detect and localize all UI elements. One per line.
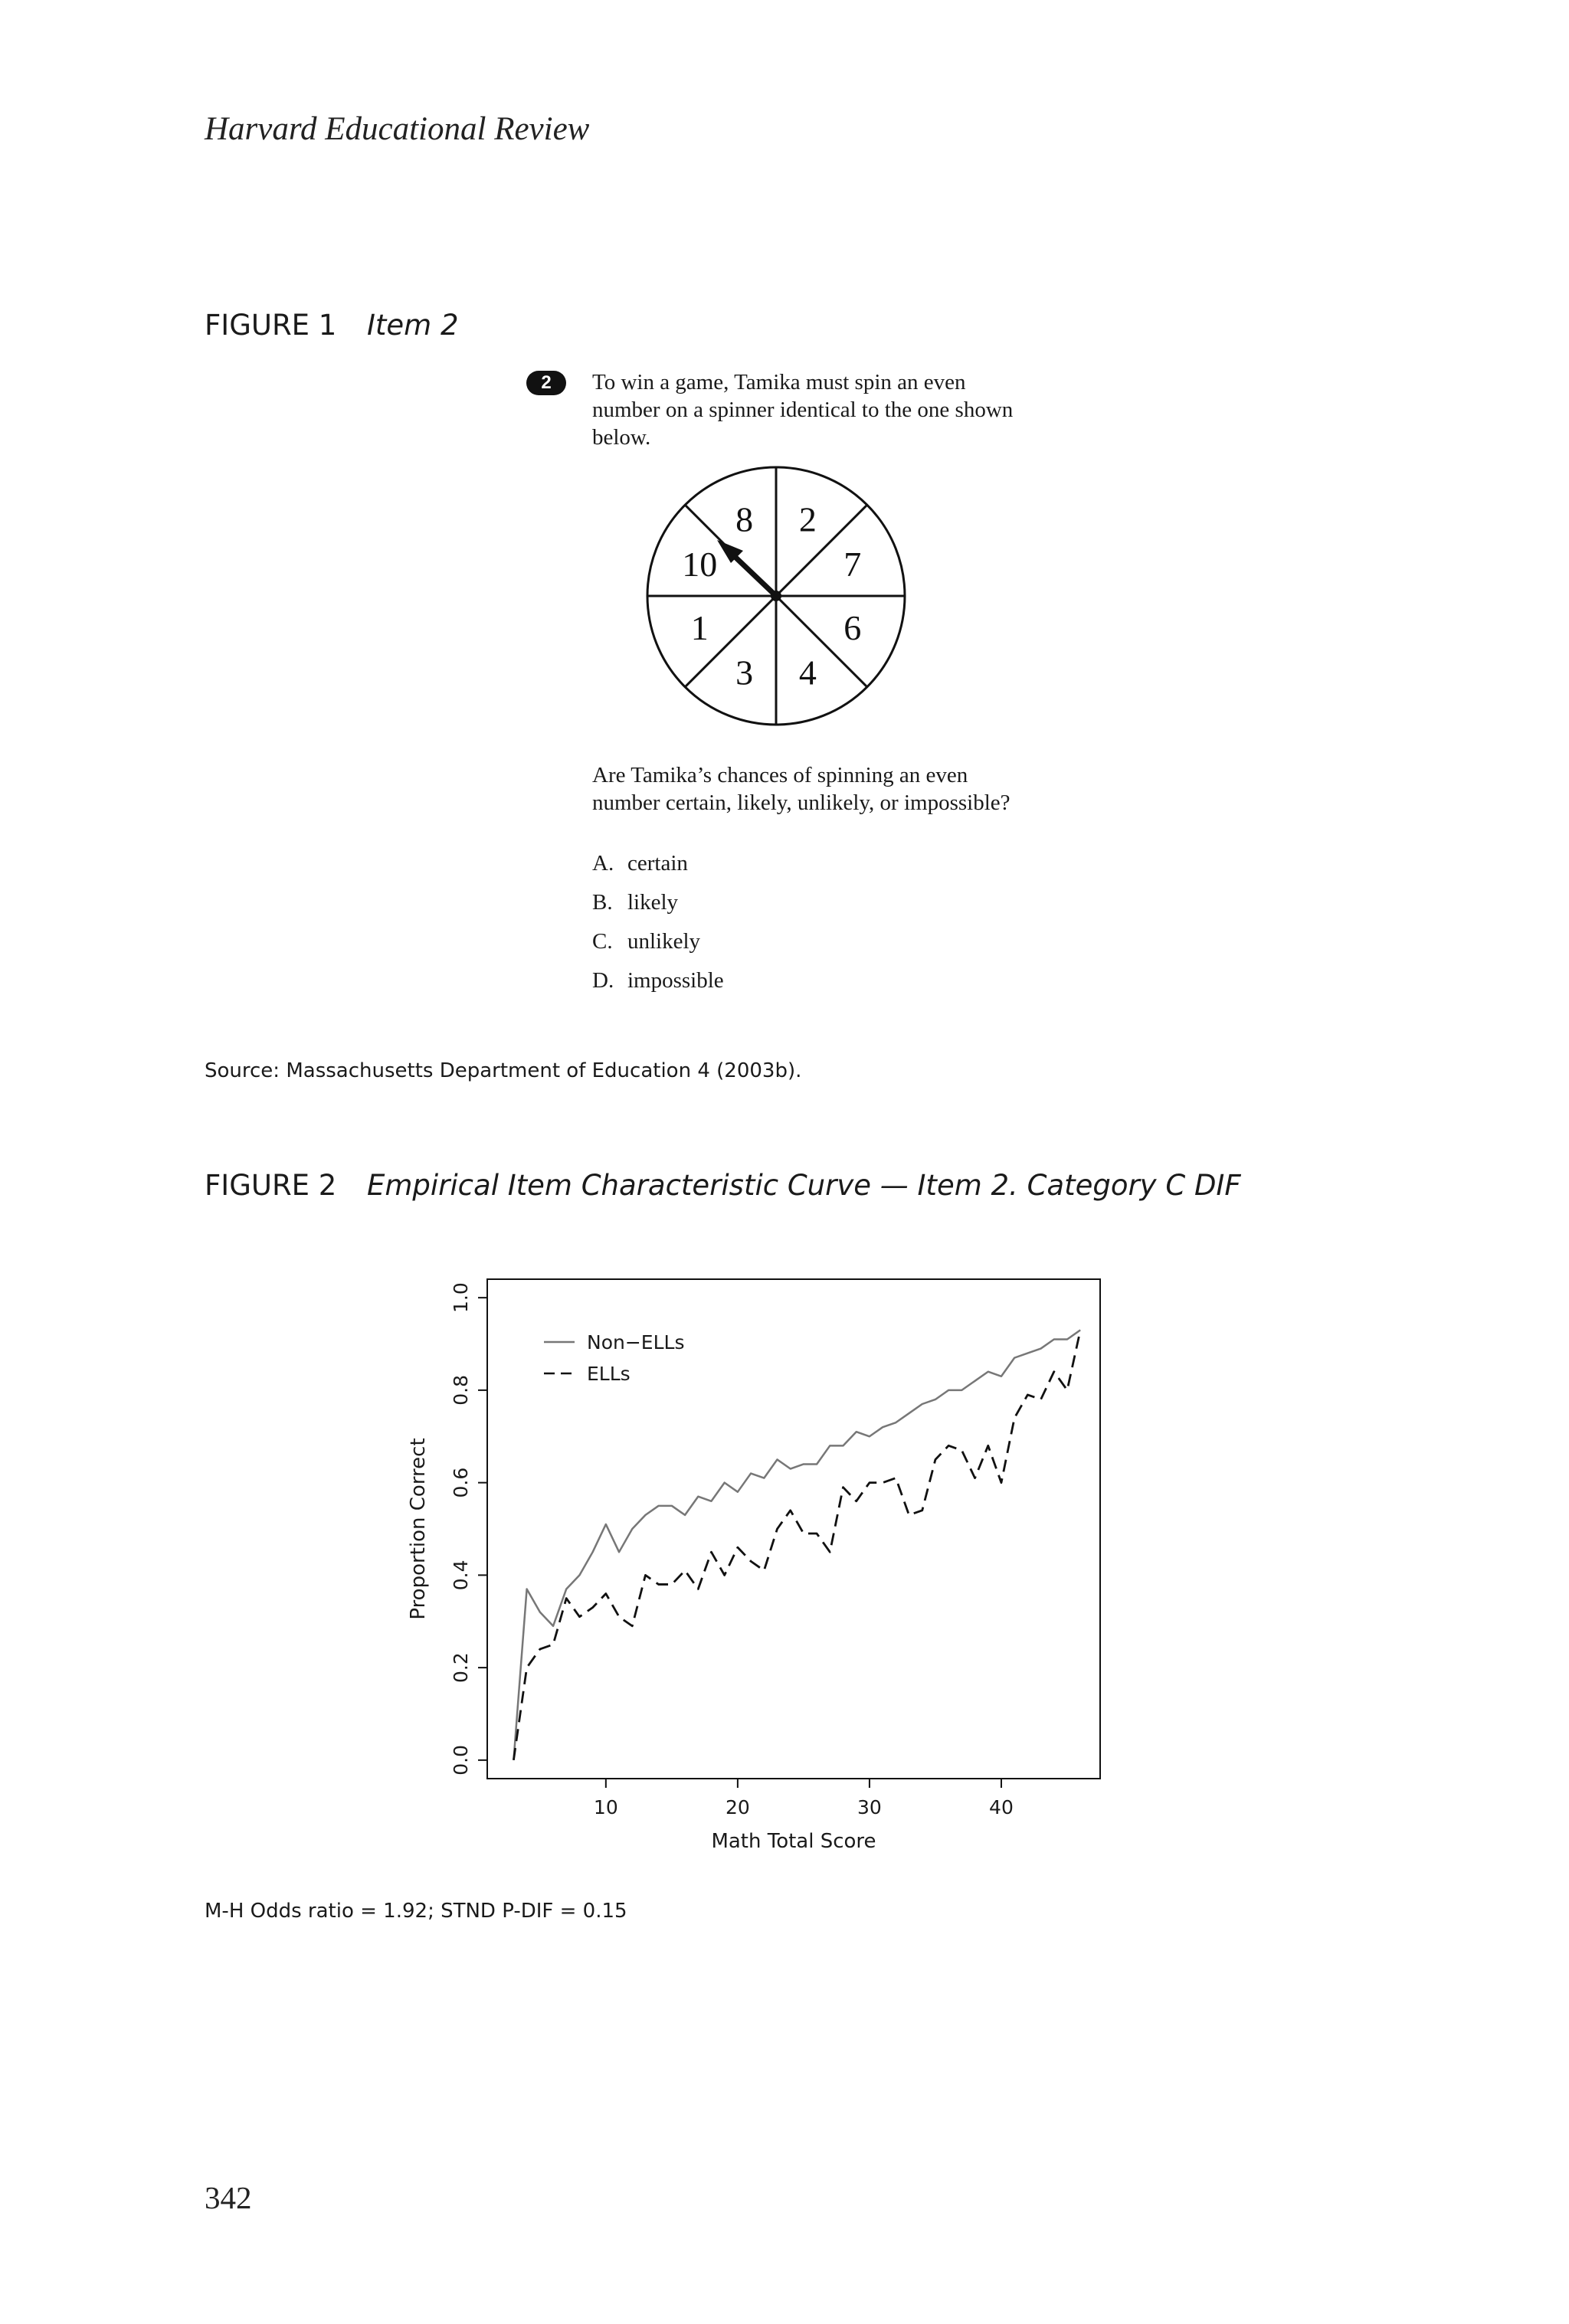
spinner-number: 8: [735, 499, 754, 539]
spinner-number: 7: [843, 545, 862, 584]
x-axis: [594, 1779, 1014, 1818]
y-tick-label: 0.0: [450, 1744, 472, 1776]
x-tick-label: 10: [593, 1796, 618, 1818]
spinner-number: 2: [798, 499, 817, 539]
x-axis-label: Math Total Score: [711, 1830, 876, 1853]
figure-2-heading: [205, 1169, 1241, 1202]
journal-title: Harvard Educational Review: [205, 111, 590, 147]
chart-legend: [544, 1331, 684, 1385]
choice-text: likely: [627, 890, 679, 915]
choice-b: [592, 889, 724, 928]
x-tick-label: 30: [857, 1796, 882, 1818]
figure-2-caption: Empirical Item Characteristic Curve — Item 2. Category C DIF: [367, 1169, 1241, 1202]
spinner-number: 10: [682, 545, 718, 584]
spinner-number: 4: [798, 653, 817, 692]
spinner-center: [771, 591, 781, 601]
legend-label-ells: ELLs: [587, 1363, 631, 1385]
legend-label-non-ells: Non−ELLs: [587, 1331, 685, 1353]
series-line-ells: [513, 1330, 1080, 1759]
choice-d: [592, 967, 724, 1006]
choice-text: impossible: [627, 968, 724, 993]
spinner-number: 3: [735, 653, 754, 692]
question-prompt: Are Tamika’s chances of spinning an even number certain, likely, unlikely, or impossible?: [592, 763, 1011, 815]
choice-a: [592, 849, 724, 889]
spinner-number: 1: [690, 607, 709, 647]
answer-choices: [592, 849, 724, 1006]
figure-1-source: Source: Massachusetts Department of Education 4 (2003b).: [205, 1059, 802, 1082]
question-intro: To win a game, Tamika must spin an even number on a spinner identical to the one shown below.: [592, 370, 1014, 450]
item-number-badge: 2: [526, 371, 566, 395]
choice-letter: C.: [592, 929, 613, 954]
choice-letter: D.: [592, 968, 614, 993]
plot-frame: [487, 1279, 1100, 1779]
item-characteristic-curve-chart: [391, 1256, 1111, 1869]
page-number: 342: [205, 2180, 252, 2215]
x-tick-label: 40: [989, 1796, 1014, 1818]
y-tick-label: 1.0: [450, 1282, 472, 1314]
y-axis-label: Proportion Correct: [407, 1438, 430, 1620]
spinner-diagram: [645, 465, 907, 727]
choice-text: certain: [627, 851, 688, 876]
series-layer: [513, 1330, 1080, 1759]
y-tick-label: 0.2: [450, 1652, 472, 1683]
y-tick-label: 0.4: [450, 1560, 472, 1591]
figure-1-heading: [205, 309, 459, 342]
x-tick-label: 20: [725, 1796, 750, 1818]
choice-c: [592, 928, 724, 967]
y-tick-label: 0.8: [450, 1375, 472, 1406]
y-tick-label: 0.6: [450, 1467, 472, 1498]
figure-1-caption: Item 2: [367, 309, 459, 342]
figure-1-number: FIGURE 1: [205, 309, 337, 342]
figure-2-number: FIGURE 2: [205, 1169, 337, 1202]
figure-2-stats-note: M-H Odds ratio = 1.92; STND P-DIF = 0.15: [205, 1900, 627, 1923]
choice-text: unlikely: [627, 929, 701, 954]
choice-letter: B.: [592, 890, 613, 915]
spinner-number: 6: [843, 607, 862, 647]
choice-letter: A.: [592, 851, 614, 876]
y-axis: [450, 1282, 487, 1775]
series-line-non-ells: [513, 1330, 1080, 1759]
